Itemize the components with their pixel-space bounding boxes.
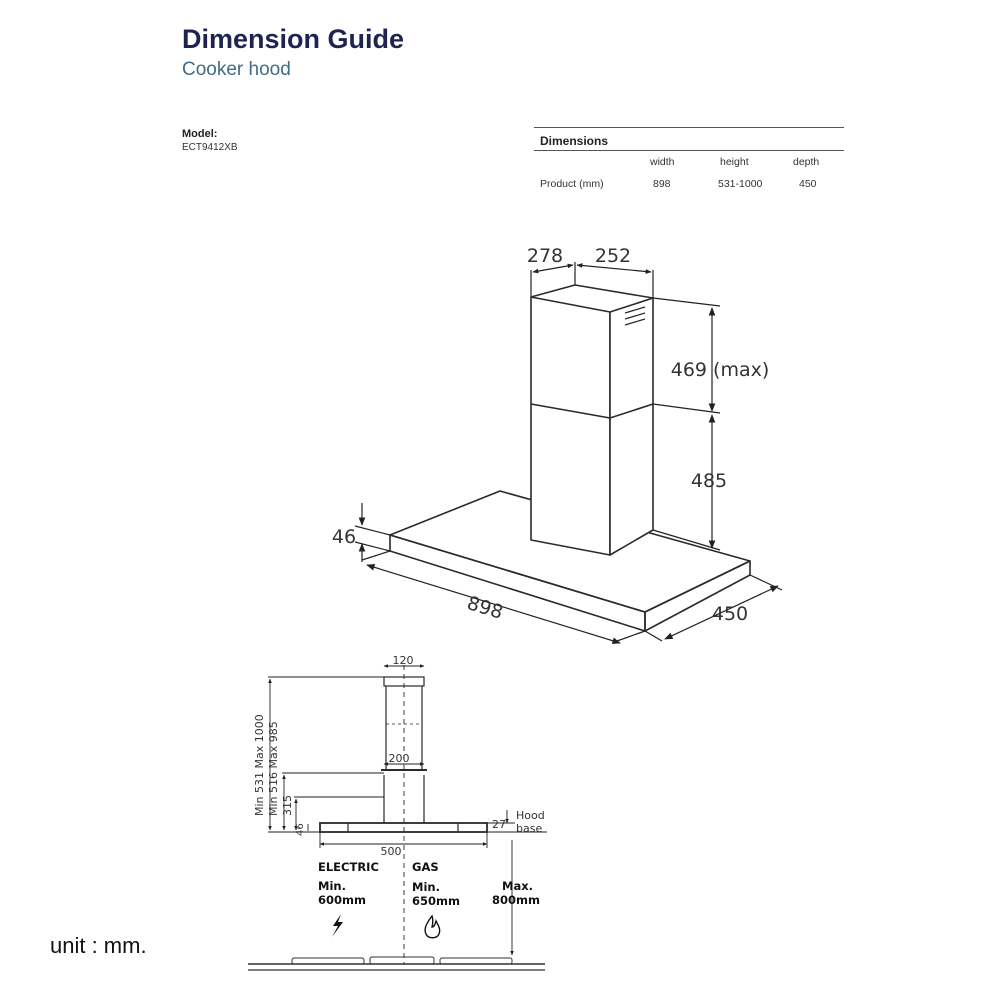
gas-min: Min. xyxy=(412,880,440,894)
dim-mid-width: 200 xyxy=(388,752,410,765)
hood-base-label-1: Hood xyxy=(516,809,545,822)
column-width: width xyxy=(650,156,675,168)
model-label: Model: xyxy=(182,128,218,140)
dim-chimney-depth: 252 xyxy=(594,245,632,267)
value-depth: 450 xyxy=(799,178,817,190)
dim-lower-height: 485 xyxy=(690,470,728,492)
dimensions-heading: Dimensions xyxy=(540,134,609,148)
dim-canopy-width: 898 xyxy=(464,592,506,624)
chimney-top-edge xyxy=(531,285,653,298)
side-installation-drawing xyxy=(320,665,487,965)
column-depth: depth xyxy=(793,156,820,168)
burner-right xyxy=(440,958,512,964)
electric-label: ELECTRIC xyxy=(318,860,379,874)
canopy-side-view xyxy=(320,823,487,832)
dim-upper-height: 469 (max) xyxy=(670,359,770,381)
gas-label: GAS xyxy=(412,860,439,874)
burner-middle xyxy=(370,957,434,964)
page-subtitle: Cooker hood xyxy=(182,59,291,80)
electric-min: Min. xyxy=(318,879,346,893)
dim-top-width: 120 xyxy=(392,654,414,667)
max-label: Max. xyxy=(502,879,533,893)
column-height: height xyxy=(720,156,749,168)
isometric-hood-drawing xyxy=(390,285,750,631)
value-width: 898 xyxy=(653,178,671,190)
gas-value: 650mm xyxy=(412,894,460,908)
burner-left xyxy=(292,958,364,964)
value-height: 531-1000 xyxy=(718,178,763,190)
dim-base-width: 500 xyxy=(380,845,402,858)
chimney-front xyxy=(531,297,610,555)
cooktop xyxy=(248,957,545,970)
dim-lower-height: Min 516 Max 985 xyxy=(267,721,280,816)
dim-chimney-width: 278 xyxy=(526,245,564,267)
side-dimension-labels xyxy=(253,654,545,908)
dim-canopy-thickness-side: 46 xyxy=(295,823,306,836)
flame-icon xyxy=(425,916,440,938)
unit-note: unit : mm. xyxy=(50,933,147,958)
lightning-icon xyxy=(332,914,343,937)
side-dimension-lines xyxy=(268,666,547,965)
hood-base-label-2: base xyxy=(516,822,543,835)
dim-total-height: Min 531 Max 1000 xyxy=(253,714,266,816)
chimney-side xyxy=(610,298,653,555)
electric-value: 600mm xyxy=(318,893,366,907)
max-value: 800mm xyxy=(492,893,540,907)
model-value: ECT9412XB xyxy=(182,142,238,153)
dim-canopy-thickness: 46 xyxy=(331,526,357,548)
row-label: Product (mm) xyxy=(540,178,604,190)
page-title: Dimension Guide xyxy=(182,24,405,54)
dim-rim: 27 xyxy=(492,818,506,831)
dim-canopy-depth: 450 xyxy=(711,603,749,625)
dim-chimney-offset: 315 xyxy=(281,795,294,816)
